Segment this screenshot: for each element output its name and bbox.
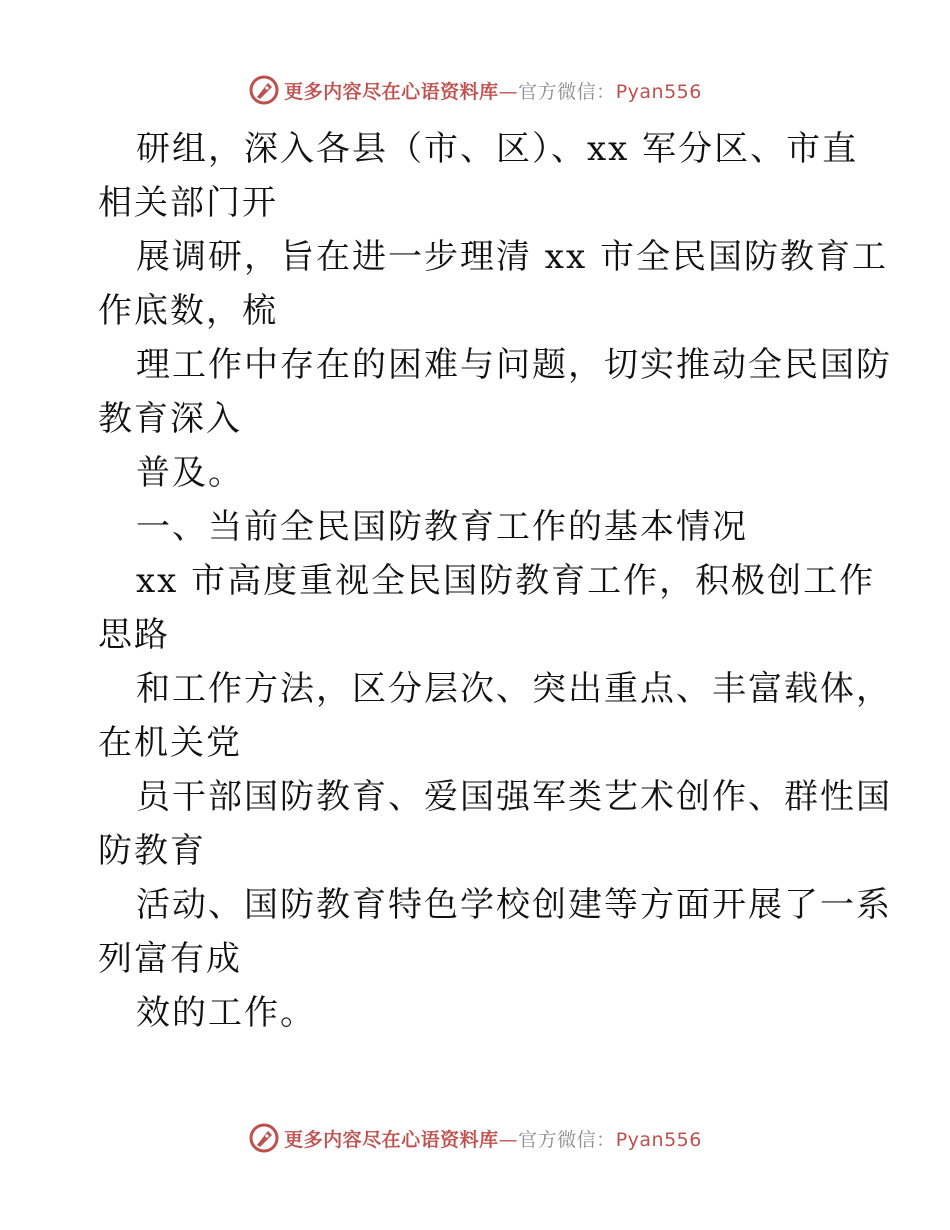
banner-wechat-id: Pyan556 <box>615 80 702 103</box>
banner-wechat-label: 官方微信： <box>518 80 616 103</box>
text-line: 列富有成 <box>98 939 242 979</box>
header-banner <box>0 70 950 110</box>
banner-text <box>284 1125 702 1152</box>
banner-dash: — <box>498 80 519 103</box>
banner-main-text: 更多内容尽在心语资料库 <box>284 80 499 103</box>
text-line: 在机关党 <box>98 723 242 763</box>
text-line: 活动、国防教育特色学校创建等方面开展了一系 <box>136 885 892 925</box>
document-body <box>98 122 892 1040</box>
text-line: 研组，深入各县（市、区）、xx 军分区、市直 <box>136 129 859 169</box>
banner-main-text: 更多内容尽在心语资料库 <box>284 1128 499 1151</box>
text-line: 和工作方法，区分层次、突出重点、丰富载体， <box>136 669 892 709</box>
text-line: 作底数，梳 <box>98 291 278 331</box>
text-line: 一、当前全民国防教育工作的基本情况 <box>136 507 748 547</box>
pen-nib-circle-icon <box>248 74 280 106</box>
banner-wechat-label: 官方微信： <box>518 1128 616 1151</box>
text-line: 普及。 <box>136 453 244 493</box>
text-line: 相关部门开 <box>98 183 278 223</box>
text-line: 效的工作。 <box>136 993 316 1033</box>
banner-text <box>284 77 702 104</box>
banner-wechat-id: Pyan556 <box>615 1128 702 1151</box>
banner-dash: — <box>498 1128 519 1151</box>
text-line: 理工作中存在的困难与问题，切实推动全民国防 <box>136 345 892 385</box>
pen-nib-circle-icon <box>248 1122 280 1154</box>
text-line: 员干部国防教育、爱国强军类艺术创作、群性国 <box>136 777 892 817</box>
text-line: 思路 <box>98 615 170 655</box>
text-line: 教育深入 <box>98 399 242 439</box>
footer-banner <box>0 1118 950 1158</box>
text-line: 防教育 <box>98 831 206 871</box>
text-line: 展调研，旨在进一步理清 xx 市全民国防教育工 <box>136 237 888 277</box>
text-line: xx 市高度重视全民国防教育工作，积极创工作 <box>136 561 876 601</box>
